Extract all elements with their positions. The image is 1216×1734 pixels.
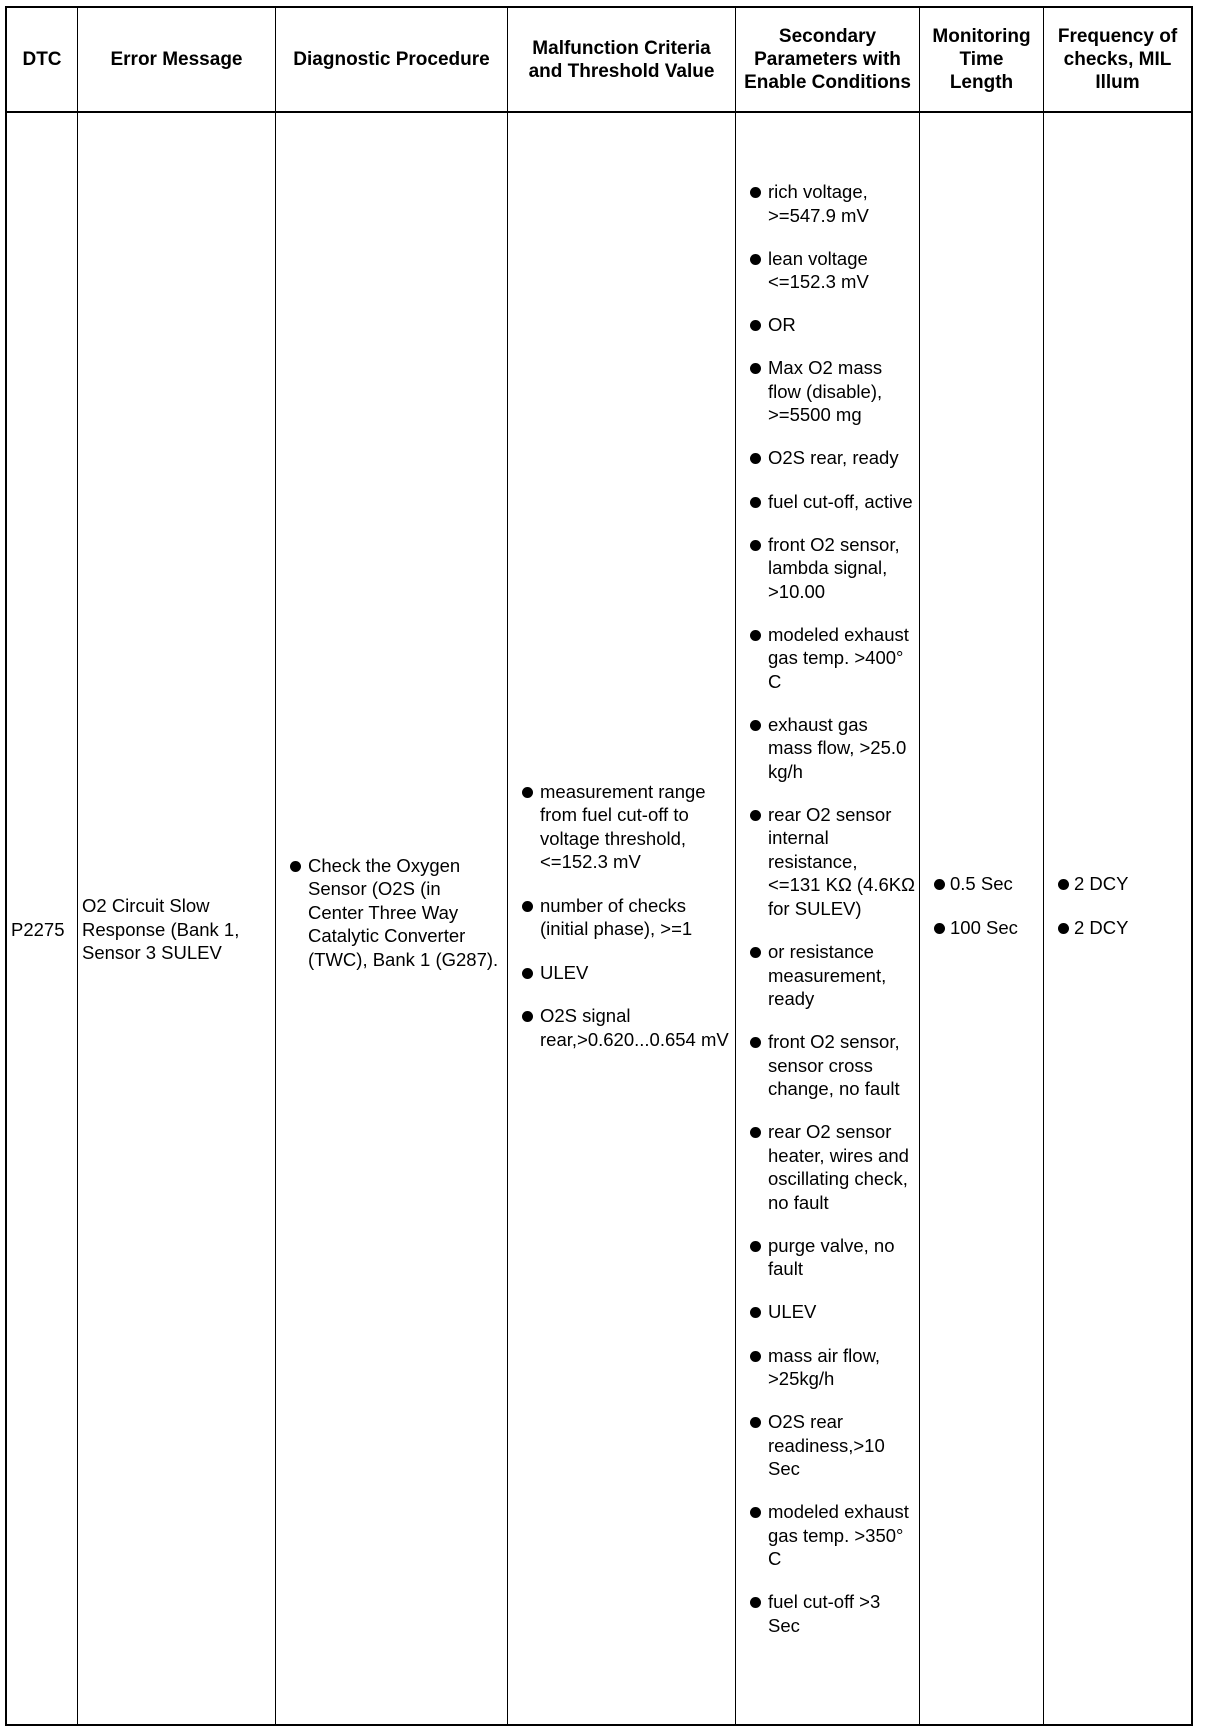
list-item: O2S rear, ready (736, 446, 915, 470)
secondary-parameters-list (736, 180, 915, 1657)
header-cell-secondary-parameters (735, 8, 919, 111)
list-item: mass air flow, >25kg/h (736, 1344, 915, 1391)
header-diagnostic-procedure: Diagnostic Procedure (293, 49, 490, 70)
header-monitoring-time: Monitoring Time Length (932, 26, 1031, 93)
list-item: 0.5 Sec (920, 872, 1018, 896)
list-item: 2 DCY (1044, 916, 1129, 940)
header-dtc: DTC (22, 49, 62, 70)
dtc-code: P2275 (11, 918, 65, 940)
header-cell-monitoring-time (919, 8, 1043, 111)
list-item: rich voltage, >=547.9 mV (736, 180, 915, 227)
list-item: ULEV (736, 1300, 915, 1324)
list-item: fuel cut-off >3 Sec (736, 1590, 915, 1637)
header-cell-dtc (7, 8, 77, 111)
header-secondary-parameters: Secondary Parameters with Enable Conditions (744, 26, 911, 93)
frequency-list (1044, 872, 1129, 939)
error-message-text: O2 Circuit Slow Response (Bank 1, Sensor 3 SULEV (82, 895, 240, 964)
list-item: exhaust gas mass flow, >25.0 kg/h (736, 713, 915, 784)
cell-diagnostic-procedure (275, 113, 507, 1724)
list-item: 2 DCY (1044, 872, 1129, 896)
list-item: rear O2 sensor heater, wires and oscillating check, no fault (736, 1120, 915, 1214)
list-item: purge valve, no fault (736, 1234, 915, 1281)
diagnostic-procedure-list (276, 854, 501, 972)
cell-malfunction-criteria (507, 113, 735, 1724)
header-malfunction-criteria: Malfunction Criteria and Threshold Value (528, 37, 715, 82)
list-item: number of checks (initial phase), >=1 (508, 894, 729, 941)
list-item: measurement range from fuel cut-off to voltage threshold, <=152.3 mV (508, 780, 729, 874)
table-header-row (7, 8, 1191, 113)
list-item: or resistance measurement, ready (736, 940, 915, 1011)
header-cell-error-message (77, 8, 275, 111)
cell-monitoring-time (919, 113, 1043, 1724)
cell-secondary-parameters (735, 113, 919, 1724)
cell-dtc (7, 113, 77, 1724)
list-item: ULEV (508, 961, 729, 985)
cell-frequency (1043, 113, 1191, 1724)
header-cell-malfunction-criteria (507, 8, 735, 111)
list-item: front O2 sensor, lambda signal, >10.00 (736, 533, 915, 604)
malfunction-criteria-list (508, 780, 729, 1052)
table-row (7, 113, 1191, 1724)
list-item: front O2 sensor, sensor cross change, no fault (736, 1030, 915, 1101)
header-frequency: Frequency of checks, MIL Illum (1057, 26, 1178, 93)
list-item: modeled exhaust gas temp. >400° C (736, 623, 915, 694)
list-item: O2S rear readiness,>10 Sec (736, 1410, 915, 1481)
header-cell-frequency (1043, 8, 1191, 111)
list-item: O2S signal rear,>0.620...0.654 mV (508, 1004, 729, 1051)
cell-error-message (77, 113, 275, 1724)
header-error-message: Error Message (110, 49, 243, 70)
list-item: rear O2 sensor internal resistance, <=131 KΩ (4.6KΩ for SULEV) (736, 803, 915, 921)
list-item: fuel cut-off, active (736, 490, 915, 514)
header-cell-diagnostic-procedure (275, 8, 507, 111)
list-item: Max O2 mass flow (disable), >=5500 mg (736, 356, 915, 427)
dtc-table (5, 6, 1193, 1726)
list-item: Check the Oxygen Sensor (O2S (in Center Three Way Catalytic Converter (TWC), Bank 1 (G287). (276, 854, 501, 972)
list-item: lean voltage <=152.3 mV (736, 247, 915, 294)
list-item: 100 Sec (920, 916, 1018, 940)
monitoring-time-list (920, 872, 1018, 939)
list-item: modeled exhaust gas temp. >350° C (736, 1500, 915, 1571)
list-item: OR (736, 313, 915, 337)
